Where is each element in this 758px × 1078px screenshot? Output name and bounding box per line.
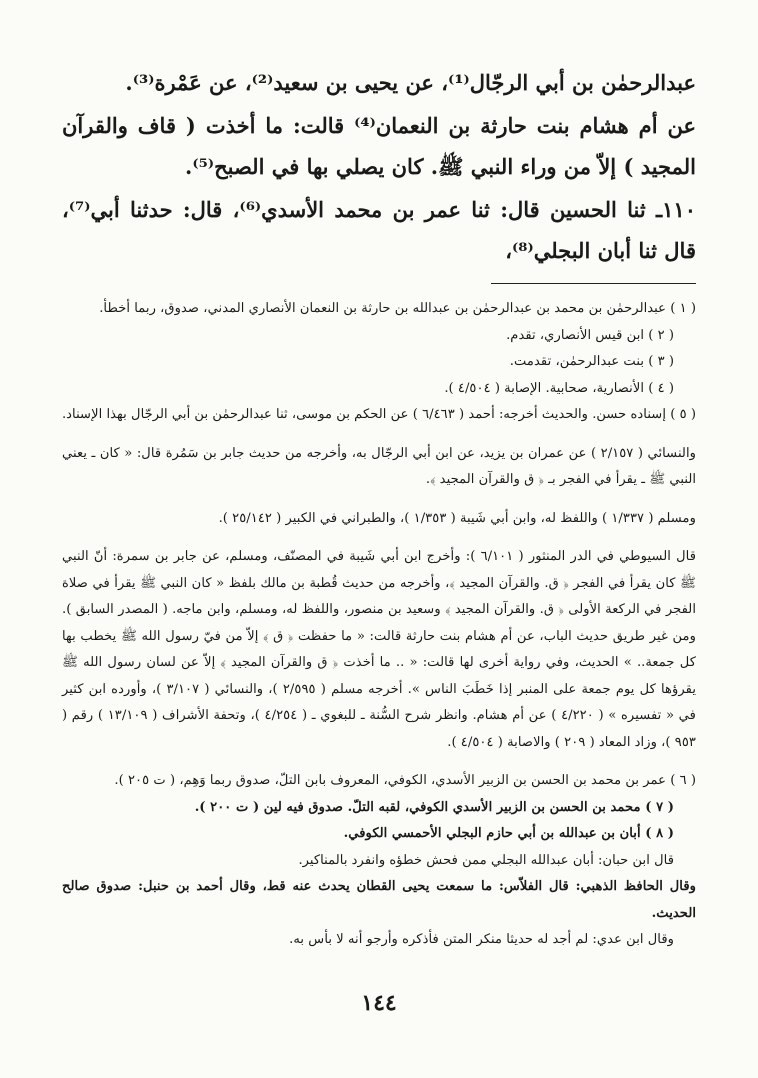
- footnote-separator: [491, 283, 696, 284]
- main-paragraph-2: عن أم هشام بنت حارثة بن النعمان⁽⁴⁾ قالت: ما أخذت ( قاف والقرآن المجيد ) إلاّ من وراء النبي ﷺ. كان يصلي بها في الصبح⁽⁵⁾.: [62, 113, 696, 179]
- footnote-5: ( ٥ ) إسناده حسن. والحديث أخرجه: أحمد ( ٦/٤٦٣ ) عن الحكم بن موسى، ثنا عبدالرحمٰن بن أبي الرجّال بهذا الإسناد.: [61, 407, 696, 422]
- footnote-1: ( ١ ) عبدالرحمٰن بن محمد بن عبدالرحمٰن بن عبدالله بن حارثة بن النعمان الأنصاري المدني، صدوق، ربما أخطأ.: [99, 301, 696, 316]
- footnote-3: ( ٣ ) بنت عبدالرحمٰن، تقدمت.: [509, 354, 674, 369]
- footnote-2: ( ٢ ) ابن قيس الأنصاري، تقدم.: [506, 327, 674, 343]
- footnote-4: ( ٤ ) الأنصارية، صحابية. الإصابة ( ٤/٥٠٤ ).: [444, 380, 674, 396]
- footnote-8-dhahabi: وقال الحافظ الذهبي: قال الفلاّس: ما سمعت يحيى القطان يحدث عنه قط، وقال أحمد بن حنبل: صدوق صالح الحديث.: [62, 879, 696, 921]
- footnote-5-nasai: والنسائي ( ٢/١٥٧ ) عن عمران بن يزيد، عن ابن أبي الرجّال به، وأخرجه من حديث جابر بن سَمُرة قال: « كان ـ يعني النبي ﷺ ـ يقرأ في الفجر بـ ﴿ ق والقرآن المجيد ﴾.: [62, 445, 696, 487]
- footnote-8-ibn-adi: وقال ابن عدي: لم أجد له حديثا منكر المتن فأذكره وأرجو أنه لا بأس به.: [289, 932, 674, 947]
- main-paragraph-3: ١١٠ـ ثنا الحسين قال: ثنا عمر بن محمد الأسدي⁽⁶⁾، قال: حدثنا أبي⁽⁷⁾، قال ثنا أبان البجلي⁽⁸⁾،: [62, 197, 696, 263]
- footnote-5-muslim: ومسلم ( ١/٣٣٧ ) واللفظ له، وابن أبي شَيبة ( ١/٣٥٣ )، والطبراني في الكبير ( ٢٥/١٤٢ ).: [218, 510, 696, 526]
- footnote-8-ibn-hibban: قال ابن حبان: أبان عبدالله البجلي ممن فحش خطؤه وانفرد بالمناكير.: [298, 852, 674, 868]
- main-text: [62, 62, 696, 271]
- footnote-6: ( ٦ ) عمر بن محمد بن الحسن بن الزبير الأسدي، الكوفي، المعروف بابن التلّ، صدوق ربما وَهِم، ( ت ٢٠٥ ).: [114, 773, 696, 788]
- main-line-1: عبدالرحمٰن بن أبي الرجّال⁽¹⁾، عن يحيى بن سعيد⁽²⁾، عن عَمْرة⁽³⁾.: [125, 70, 696, 95]
- footnotes: [62, 296, 696, 954]
- page-number: ١٤٤: [361, 990, 397, 1016]
- footnote-5-suyuti: قال السيوطي في الدر المنثور ( ٦/١٠١ ): وأخرج ابن أبي شَيبة في المصنّف، ومسلم، عن جابر بن سمرة: أنّ النبي ﷺ كان يقرأ في الفجر ﴿ ق. والقرآن المجيد ﴾، وأخرجه من حديث قُطبة بن مالك بلفظ « كان النبي ﷺ يقرأ في صلاة الفجر في الركعة الأولى ﴿ ق. والقرآن المجيد ﴾ وسعيد بن منصور، واللفظ له، ومسلم، وابن ماجه. ( المصدر السابق ). ومن غير طريق حديث الباب، عن أم هشام بنت حارثة قالت: « ما حفظت ﴿ ق ﴾ إلاّ من فيّ رسول الله ﷺ يخطب بها كل جمعة.. » الحديث، وفي رواية أخرى لها قالت: « .. ما أخذت ﴿ ق والقرآن المجيد ﴾ إلاّ عن لسان رسول الله ﷺ يقرؤها كل يوم جمعة على المنبر إذا خَطَبَ الناس ». أخرجه مسلم ( ٢/٥٩٥ )، والنسائي ( ٣/١٠٧ )، وأورده ابن كثير في « تفسيره » ( ٤/٢٢٠ ) عن أم هشام. وانظر شرح السُّنة ـ للبغوي ـ ( ٤/٢٥٤ )، وتحفة الأشراف ( ١٣/١٠٩ ) رقم ( ٩٥٣ )، وزاد المعاد ( ٢٠٩ ) والاصابة ( ٤/٥٠٤ ).: [62, 549, 696, 750]
- footnote-7: ( ٧ ) محمد بن الحسن بن الزبير الأسدي الكوفي، لقبه التلّ. صدوق فيه لين ( ت ٢٠٠ ).: [194, 799, 674, 815]
- footnote-8: ( ٨ ) أبان بن عبدالله بن أبي حازم البجلي الأحمسي الكوفي.: [343, 826, 674, 841]
